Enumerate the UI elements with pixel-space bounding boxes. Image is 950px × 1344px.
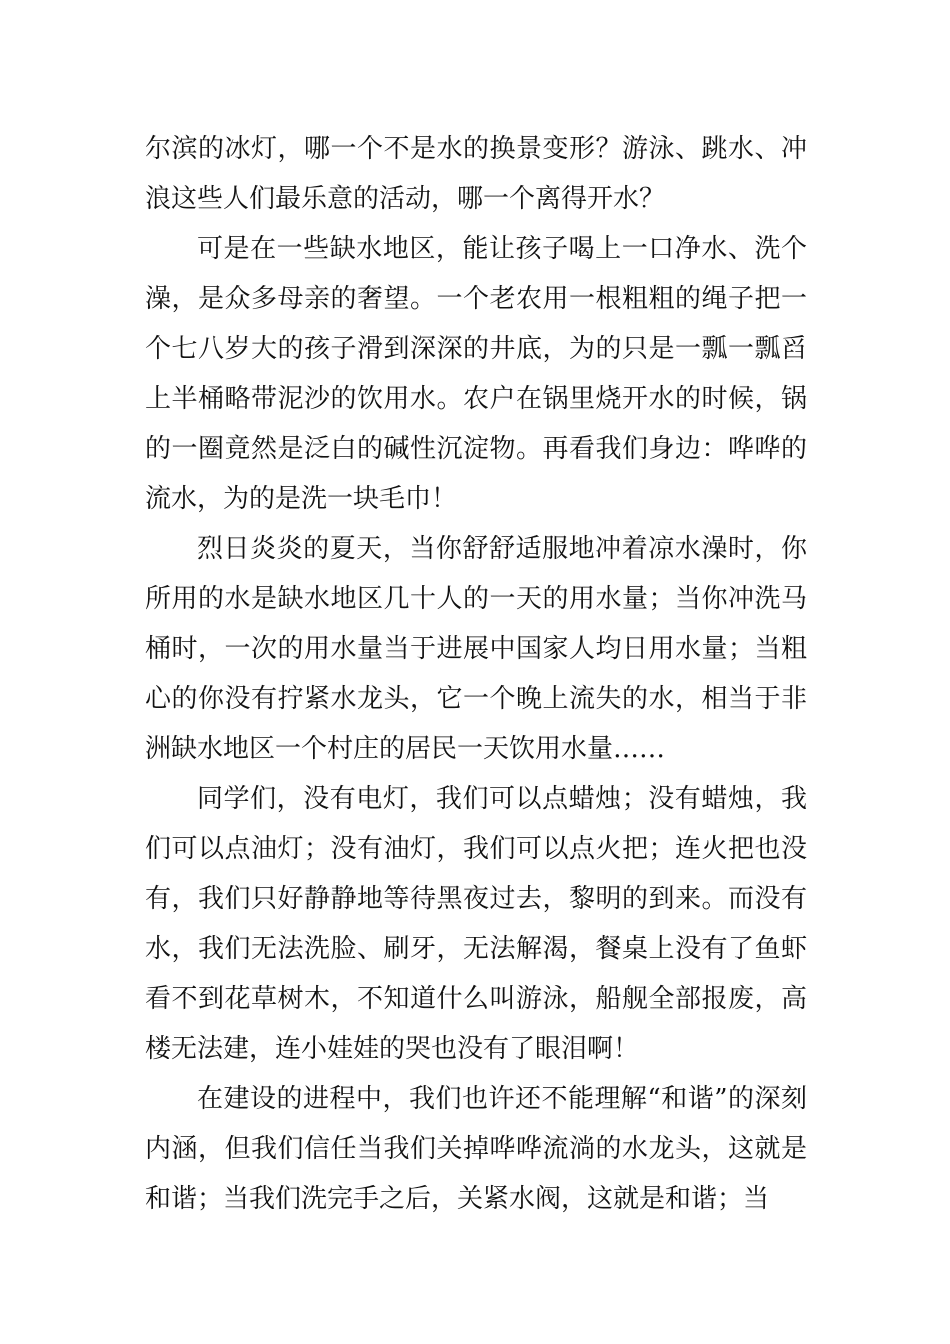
paragraph-water-shortage: 可是在一些缺水地区，能让孩子喝上一口净水、洗个澡，是众多母亲的奢望。一个老农用一根粗粗的绳子把一个七八岁大的孩子滑到深深的井底，为的只是一瓢一瓢舀上半桶略带泥沙的饮用水。农户在锅里烧开水的时候，锅的一圈竟然是泛白的碱性沉淀物。再看我们身边：哗哗的流水，为的是洗一块毛巾！: [145, 234, 807, 514]
paragraph-continued: 尔滨的冰灯，哪一个不是水的换景变形？游泳、跳水、冲浪这些人们最乐意的活动，哪一个离得开水？: [145, 134, 807, 214]
paragraph-summer-usage: 烈日炎炎的夏天，当你舒舒适服地冲着凉水澡时，你所用的水是缺水地区几十人的一天的用水量；当你冲洗马桶时，一次的用水量当于进展中国家人均日用水量；当粗心的你没有拧紧水龙头，它一个晚上流失的水，相当于非洲缺水地区一个村庄的居民一天饮用水量……: [145, 534, 807, 764]
document-page: [145, 124, 807, 1224]
paragraph-no-water: 同学们，没有电灯，我们可以点蜡烛；没有蜡烛，我们可以点油灯；没有油灯，我们可以点火把；连火把也没有，我们只好静静地等待黑夜过去，黎明的到来。而没有水，我们无法洗脸、刷牙，无法解渴，餐桌上没有了鱼虾看不到花草树木，不知道什么叫游泳，船舰全部报废，高楼无法建，连小娃娃的哭也没有了眼泪啊！: [145, 784, 807, 1064]
paragraph-harmony: 在建设的进程中，我们也许还不能理解“和谐”的深刻内涵，但我们信任当我们关掉哗哗流淌的水龙头，这就是和谐；当我们洗完手之后，关紧水阀，这就是和谐；当: [145, 1084, 807, 1214]
